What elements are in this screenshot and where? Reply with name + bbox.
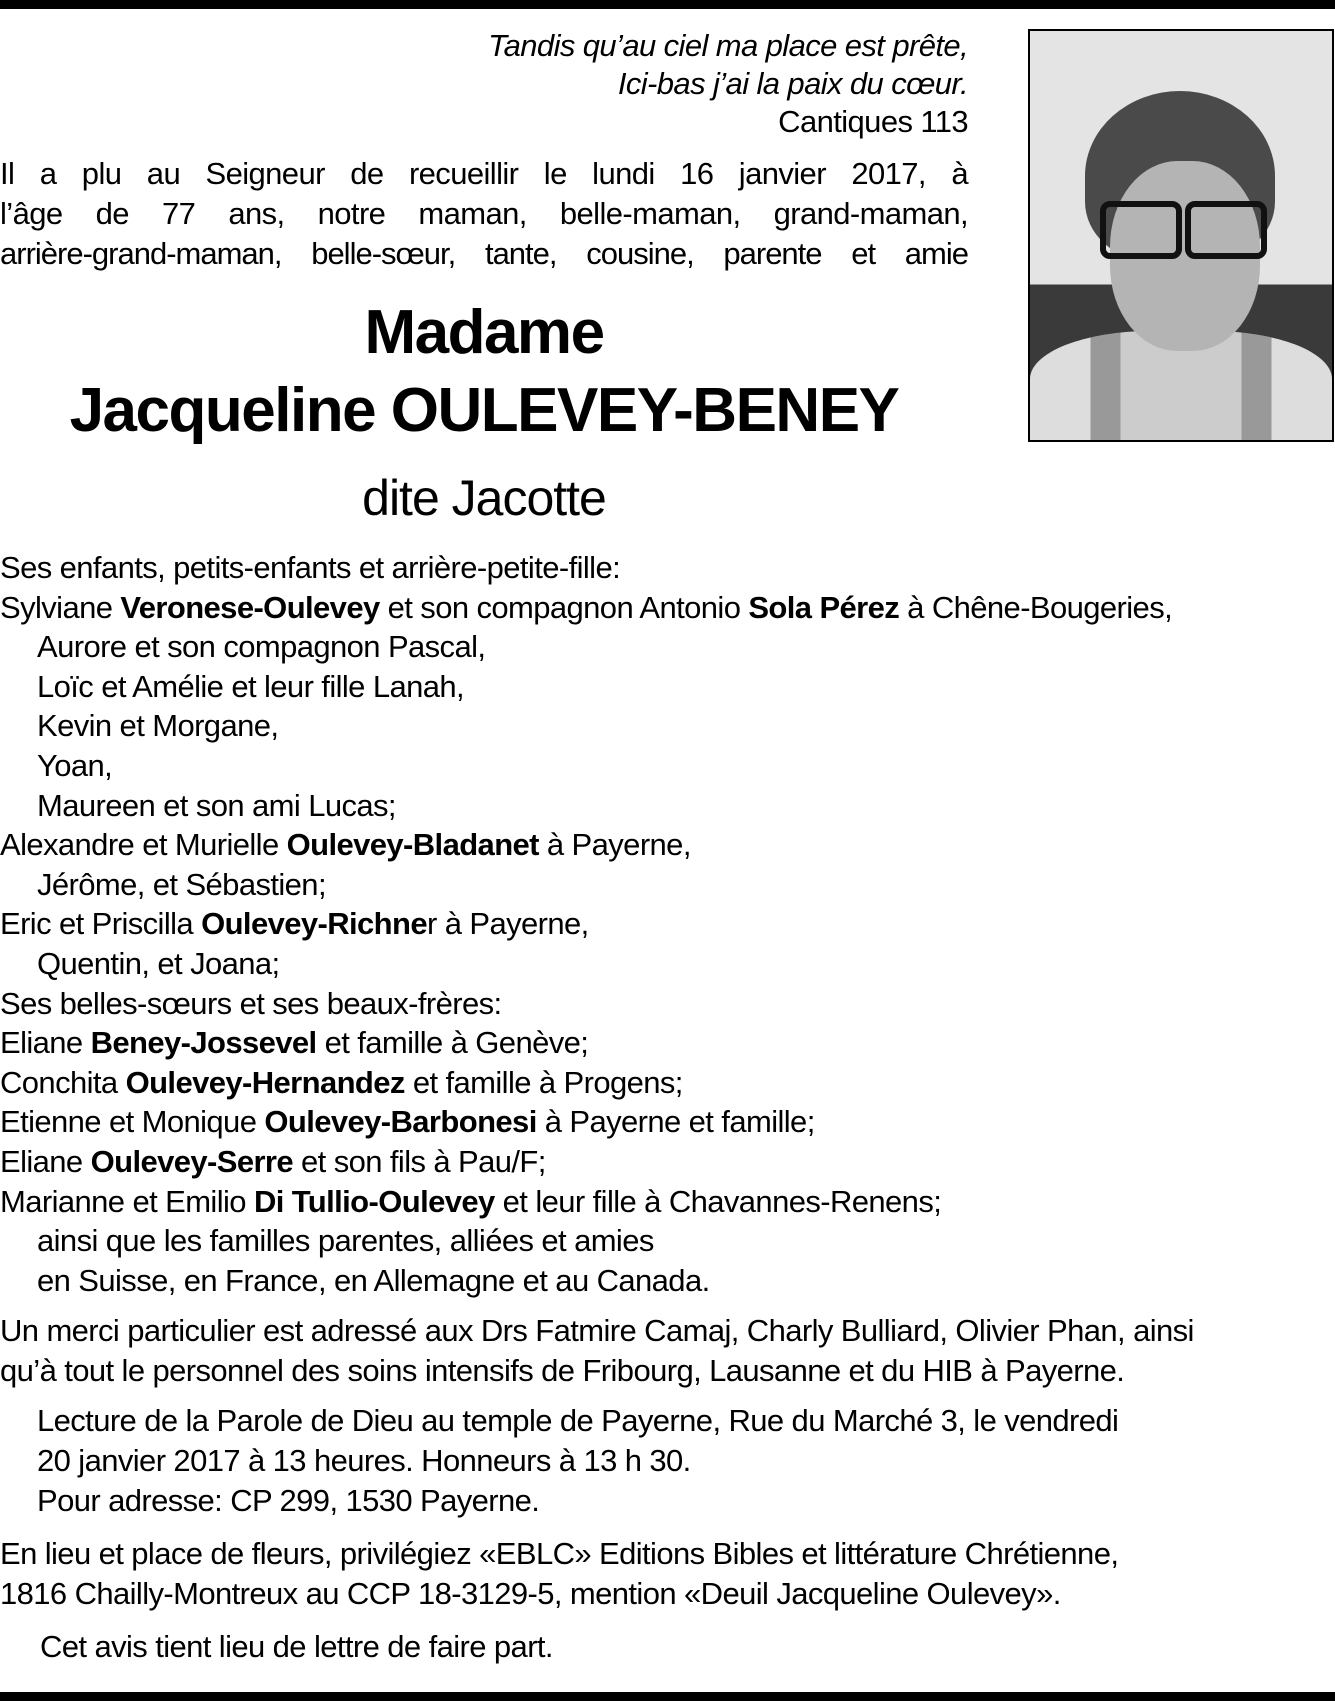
family-text: et son compagnon Antonio xyxy=(379,589,749,625)
family-surname: Beney-Jossevel xyxy=(90,1025,317,1061)
family-surname: Oulevey-Hernandez xyxy=(125,1064,405,1100)
family-surname: Oulevey-Richne xyxy=(201,906,427,942)
family-text: Yoan, xyxy=(37,748,113,783)
donation-line: 1816 Chailly-Montreux au CCP 18-3129-5, mention «Deuil Jacqueline Oulevey». xyxy=(0,1576,1061,1611)
family-surname: Veronese-Oulevey xyxy=(120,589,380,625)
family-line xyxy=(37,865,326,905)
family-text: Jérôme, et Sébastien; xyxy=(37,866,326,902)
family-text: et son fils à Pau/F; xyxy=(293,1144,546,1179)
family-line xyxy=(0,548,620,588)
family-text: et leur fille à Chavannes-Renens; xyxy=(494,1183,942,1219)
family-text: Ses belles-sœurs et ses beaux-frères: xyxy=(0,985,502,1021)
deceased-name: Jacqueline OULEVEY-BENEY xyxy=(69,376,899,445)
family-line xyxy=(0,588,1172,628)
family-text: Conchita xyxy=(0,1064,126,1100)
service-line: Pour adresse: CP 299, 1530 Payerne. xyxy=(37,1483,540,1518)
epigraph-source: Cantiques 113 xyxy=(778,104,968,139)
intro-line: arrière-grand-maman, belle-sœur, tante, cousine, parente et amie xyxy=(0,236,968,271)
family-line xyxy=(0,1142,546,1182)
family-line xyxy=(37,746,112,786)
deceased-title: Madame xyxy=(364,298,604,367)
family-text: Maureen et son ami Lucas; xyxy=(37,787,396,823)
family-line xyxy=(37,786,396,826)
intro-line: Il a plu au Seigneur de recueillir le lundi 16 janvier 2017, à xyxy=(0,156,968,191)
family-surname: Oulevey-Bladanet xyxy=(286,827,539,863)
intro-line: l’âge de 77 ans, notre maman, belle-maman, grand-maman, xyxy=(0,196,968,231)
donation-line: En lieu et place de fleurs, privilégiez «EBLC» Editions Bibles et littérature Chrétienne, xyxy=(0,1536,1119,1571)
family-surname: Sola Pérez xyxy=(748,589,900,625)
family-line xyxy=(0,1063,683,1103)
family-line xyxy=(37,706,278,746)
family-text: à Chêne-Bougeries, xyxy=(899,589,1173,625)
family-text: Loïc et Amélie et leur fille Lanah, xyxy=(37,668,465,704)
thanks-line: qu’à tout le personnel des soins intensifs de Fribourg, Lausanne et du HIB à Payerne. xyxy=(0,1353,1125,1388)
family-line xyxy=(37,667,464,707)
deceased-nickname: dite Jacotte xyxy=(362,470,606,526)
family-text: Aurore et son compagnon Pascal, xyxy=(37,629,486,665)
family-text: Ses enfants, petits-enfants et arrière-petite-fille: xyxy=(0,550,621,585)
family-line xyxy=(0,1023,588,1063)
family-text: Etienne et Monique xyxy=(0,1104,265,1140)
family-text: Quentin, et Joana; xyxy=(37,946,280,981)
family-text: Eric et Priscilla xyxy=(0,906,202,942)
family-line xyxy=(37,944,280,984)
top-rule xyxy=(0,0,1335,9)
closing-note: Cet avis tient lieu de lettre de faire part. xyxy=(40,1629,553,1664)
service-line: 20 janvier 2017 à 13 heures. Honneurs à 13 h 30. xyxy=(37,1443,691,1478)
family-text: à Payerne, xyxy=(538,827,691,863)
family-line xyxy=(0,825,691,865)
family-text: Sylviane xyxy=(0,589,121,625)
family-line xyxy=(0,1102,815,1142)
portrait-photo xyxy=(1028,29,1334,442)
family-text: et famille à Progens; xyxy=(404,1064,683,1100)
epigraph-line: Tandis qu’au ciel ma place est prête, xyxy=(488,28,968,63)
epigraph-line: Ici-bas j’ai la paix du cœur. xyxy=(617,66,968,101)
family-text: à Payerne et famille; xyxy=(536,1104,815,1140)
family-text: Kevin et Morgane, xyxy=(37,708,279,744)
family-text: en Suisse, en France, en Allemagne et au Canada. xyxy=(37,1262,710,1298)
family-line xyxy=(0,1182,941,1222)
family-text: ainsi que les familles parentes, alliées et amies xyxy=(37,1223,654,1259)
family-surname: Oulevey-Serre xyxy=(90,1144,294,1179)
family-line xyxy=(37,627,485,667)
thanks-line: Un merci particulier est adressé aux Drs Fatmire Camaj, Charly Bulliard, Olivier Phan, ainsi xyxy=(0,1313,1194,1348)
family-text: Eliane xyxy=(0,1025,91,1061)
family-surname: Di Tullio-Oulevey xyxy=(253,1183,495,1219)
family-line xyxy=(37,1261,710,1301)
family-line xyxy=(37,1221,654,1261)
family-text: et famille à Genève; xyxy=(316,1025,589,1061)
family-line xyxy=(0,984,502,1024)
bottom-rule xyxy=(0,1692,1335,1701)
family-surname: Oulevey-Barbonesi xyxy=(264,1104,537,1140)
family-text: r à Payerne, xyxy=(426,906,589,942)
service-line: Lecture de la Parole de Dieu au temple de Payerne, Rue du Marché 3, le vendredi xyxy=(37,1403,1119,1438)
family-text: Eliane xyxy=(0,1144,91,1179)
family-text: Alexandre et Murielle xyxy=(0,827,287,863)
family-line xyxy=(0,904,589,944)
family-text: Marianne et Emilio xyxy=(0,1183,254,1219)
